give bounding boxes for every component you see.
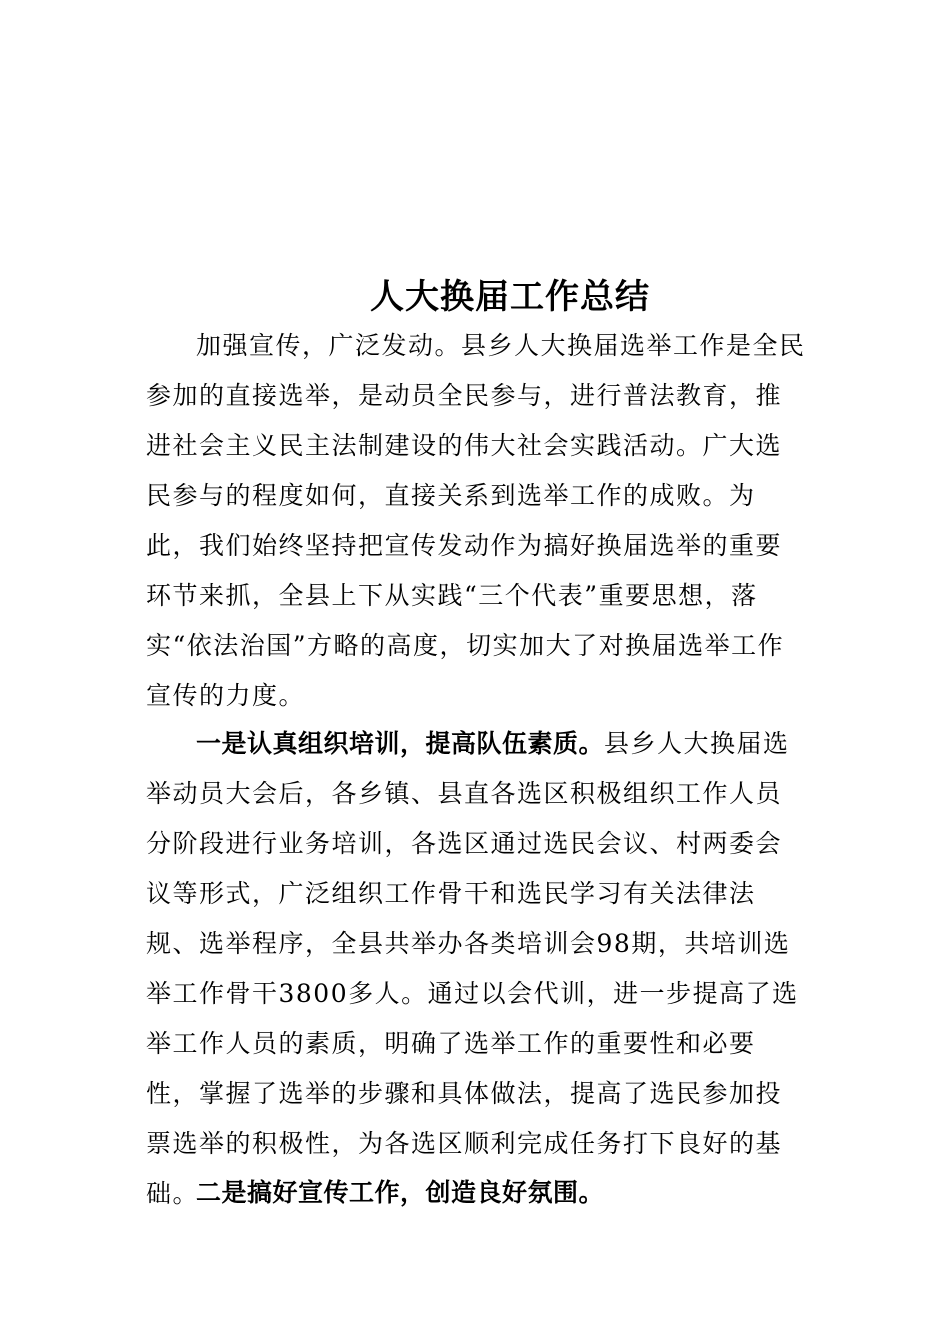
paragraph-text: 加强宣传，广泛发动。县乡人大换届选举工作是全民参加的直接选举，是动员全民参与，进行普法教育，推进社会主义民主法制建设的伟大社会实践活动。广大选民参与的程度如何，直接关系到选举工作的成败。为此，我们始终坚持把宣传发动作为搞好换届选举的重要环节来抓，全县上下从实践“三个代表”重要思想，落实“依法治国”方略的高度，切实加大了对换届选举工作宣传的力度。	[146, 331, 806, 710]
paragraph-atmosphere	[146, 1168, 806, 1218]
paragraph-text: 县乡人大换届选举动员大会后，各乡镇、县直各选区积极组织工作人员分阶段进行业务培训，各选区通过选民会议、村两委会议等形式，广泛组织工作骨干和选民学习有关法律法规、选举程序，全县共举办各类培训会98期，共培训选举工作骨干3800多人。通过以会代训，进一步提高了选举工作人员的素质，明确了选举工作的重要性和必要性，掌握了选举的步骤和具体做法，提高了选民参加投票选举的积极性，为各选区顺利完成任务打下良好的基础。	[146, 729, 799, 1208]
document-title: 人大换届工作总结	[370, 276, 650, 317]
paragraph-training	[146, 719, 806, 1219]
paragraph-lead: 一是认真组织培训，提高队伍素质。	[196, 729, 605, 758]
paragraph-lead: 二是搞好宣传工作，创造良好氛围。	[196, 1178, 605, 1207]
paragraph-publicity	[146, 321, 806, 721]
